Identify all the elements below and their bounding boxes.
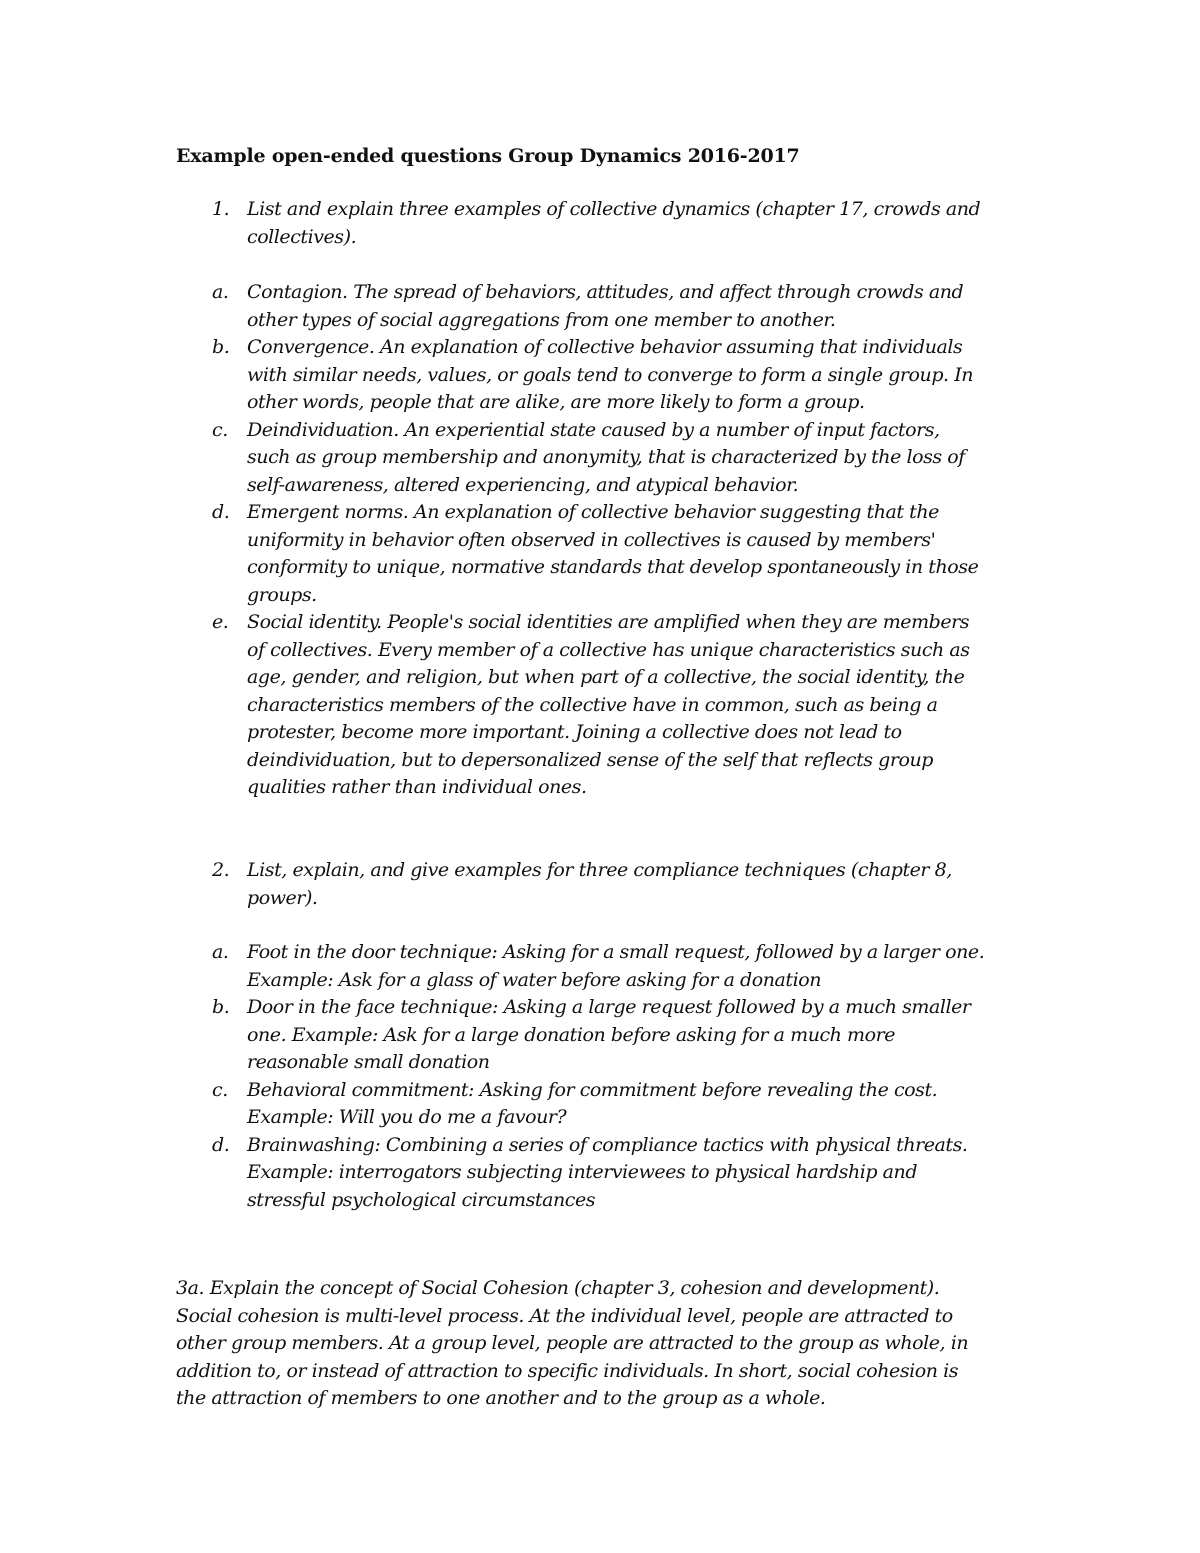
list-item-text: Example: Ask for a glass of water before asking for a donation — [247, 968, 822, 991]
list-item — [176, 309, 1056, 337]
paragraph-line: the attraction of members to one another and to the group as a whole. — [176, 1387, 826, 1409]
question-2-line — [176, 887, 1056, 915]
question-1-text: collectives). — [247, 225, 357, 248]
question-2-text: List, explain, and give examples for three compliance techniques (chapter 8, — [247, 859, 952, 881]
list-item-text: groups. — [247, 583, 317, 606]
list-marker: d. — [212, 501, 230, 523]
list-item — [176, 1161, 1056, 1189]
list-marker: c. — [212, 418, 228, 441]
list-item-text: with similar needs, values, or goals tend to converge to form a single group. In — [247, 363, 974, 386]
list-item — [176, 1024, 1056, 1052]
question-2 — [176, 859, 1056, 914]
list-item — [176, 996, 1056, 1024]
list-item-text: such as group membership and anonymity, that is characterized by the loss of — [247, 446, 965, 468]
list-item — [176, 969, 1056, 997]
list-item — [176, 391, 1056, 419]
list-item — [176, 1079, 1056, 1107]
list-item-text: qualities rather than individual ones. — [247, 776, 587, 798]
list-item-text: of collectives. Every member of a collective has unique characteristics such as — [247, 638, 970, 661]
paragraph-line: other group members. At a group level, people are attracted to the group as whole, in — [176, 1332, 969, 1354]
question-1-answers — [176, 281, 1056, 804]
list-item-text: Brainwashing: Combining a series of compliance tactics with physical threats. — [247, 1133, 968, 1156]
list-item-text: other words, people that are alike, are more likely to form a group. — [247, 391, 865, 413]
list-item — [176, 1051, 1056, 1079]
list-item-text: age, gender, and religion, but when part of a collective, the social identity, the — [247, 666, 965, 688]
list-item — [176, 639, 1056, 667]
list-item-text: stressful psychological circumstances — [247, 1188, 596, 1211]
question-2-line — [176, 859, 1056, 887]
list-item — [176, 364, 1056, 392]
list-item-text: self-awareness, altered experiencing, and atypical behavior. — [247, 473, 799, 496]
list-item — [176, 584, 1056, 612]
list-item — [176, 474, 1056, 502]
list-item-text: Contagion. The spread of behaviors, attitudes, and affect through crowds and — [247, 281, 964, 303]
question-1-text: List and explain three examples of collective dynamics (chapter 17, crowds and — [247, 198, 981, 220]
list-item-text: characteristics members of the collective have in common, such as being a — [247, 693, 938, 716]
list-item-text: Emergent norms. An explanation of collective behavior suggesting that the — [247, 501, 939, 523]
list-item-text: conformity to unique, normative standards that develop spontaneously in those — [247, 556, 979, 578]
paragraph-line: addition to, or instead of attraction to specific individuals. In short, social cohesion is — [176, 1359, 959, 1382]
list-item-text: deindividuation, but to depersonalized sense of the self that reflects group — [247, 748, 933, 771]
list-item-text: other types of social aggregations from one member to another. — [247, 308, 836, 331]
list-item — [176, 776, 1056, 804]
list-marker: d. — [212, 1133, 230, 1156]
question-1-line — [176, 226, 1056, 254]
list-item — [176, 941, 1056, 969]
list-item — [176, 749, 1056, 777]
list-item-text: reasonable small donation — [247, 1051, 490, 1073]
question-1-line — [176, 198, 1056, 226]
list-item — [176, 281, 1056, 309]
list-item — [176, 666, 1056, 694]
question-2-text: power). — [247, 886, 318, 909]
list-item — [176, 501, 1056, 529]
list-item-text: Social identity. People's social identities are amplified when they are members — [247, 611, 970, 633]
list-item-text: Behavioral commitment: Asking for commitment before revealing the cost. — [247, 1078, 938, 1101]
list-item — [176, 556, 1056, 584]
question-2-number: 2. — [212, 859, 230, 881]
list-item-text: Door in the face technique: Asking a large request followed by a much smaller — [247, 996, 971, 1018]
list-item-text: Deindividuation. An experiential state caused by a number of input factors, — [247, 418, 940, 441]
paragraph-line: 3a. Explain the concept of Social Cohesion (chapter 3, cohesion and development). — [176, 1277, 940, 1299]
list-item-text: Example: Will you do me a favour? — [247, 1106, 567, 1128]
list-item — [176, 1106, 1056, 1134]
question-3a — [176, 1275, 1056, 1413]
list-item — [176, 446, 1056, 474]
list-item — [176, 1189, 1056, 1217]
question-1 — [176, 198, 1056, 253]
list-marker: a. — [212, 941, 229, 963]
paragraph-line: Social cohesion is multi-level process. At the individual level, people are attracted to — [176, 1304, 953, 1327]
list-marker: a. — [212, 281, 229, 303]
list-marker: b. — [212, 996, 230, 1018]
list-item-text: Foot in the door technique: Asking for a small request, followed by a larger one. — [247, 941, 985, 963]
list-marker: e. — [212, 611, 229, 633]
list-item — [176, 529, 1056, 557]
question-2-answers — [176, 941, 1056, 1216]
list-marker: b. — [212, 336, 230, 358]
list-item — [176, 721, 1056, 749]
list-item — [176, 419, 1056, 447]
list-item — [176, 1134, 1056, 1162]
list-item — [176, 694, 1056, 722]
list-item-text: Example: interrogators subjecting interviewees to physical hardship and — [247, 1161, 918, 1183]
document-title: Example open-ended questions Group Dynamics 2016-2017 — [176, 145, 800, 167]
list-item-text: protester, become more important. Joining a collective does not lead to — [247, 721, 902, 743]
list-item-text: one. Example: Ask for a large donation before asking for a much more — [247, 1023, 896, 1046]
question-1-number: 1. — [212, 198, 230, 220]
list-item — [176, 611, 1056, 639]
list-item — [176, 336, 1056, 364]
list-marker: c. — [212, 1078, 228, 1101]
list-item-text: uniformity in behavior often observed in collectives is caused by members' — [247, 528, 936, 551]
list-item-text: Convergence. An explanation of collective behavior assuming that individuals — [247, 336, 963, 358]
